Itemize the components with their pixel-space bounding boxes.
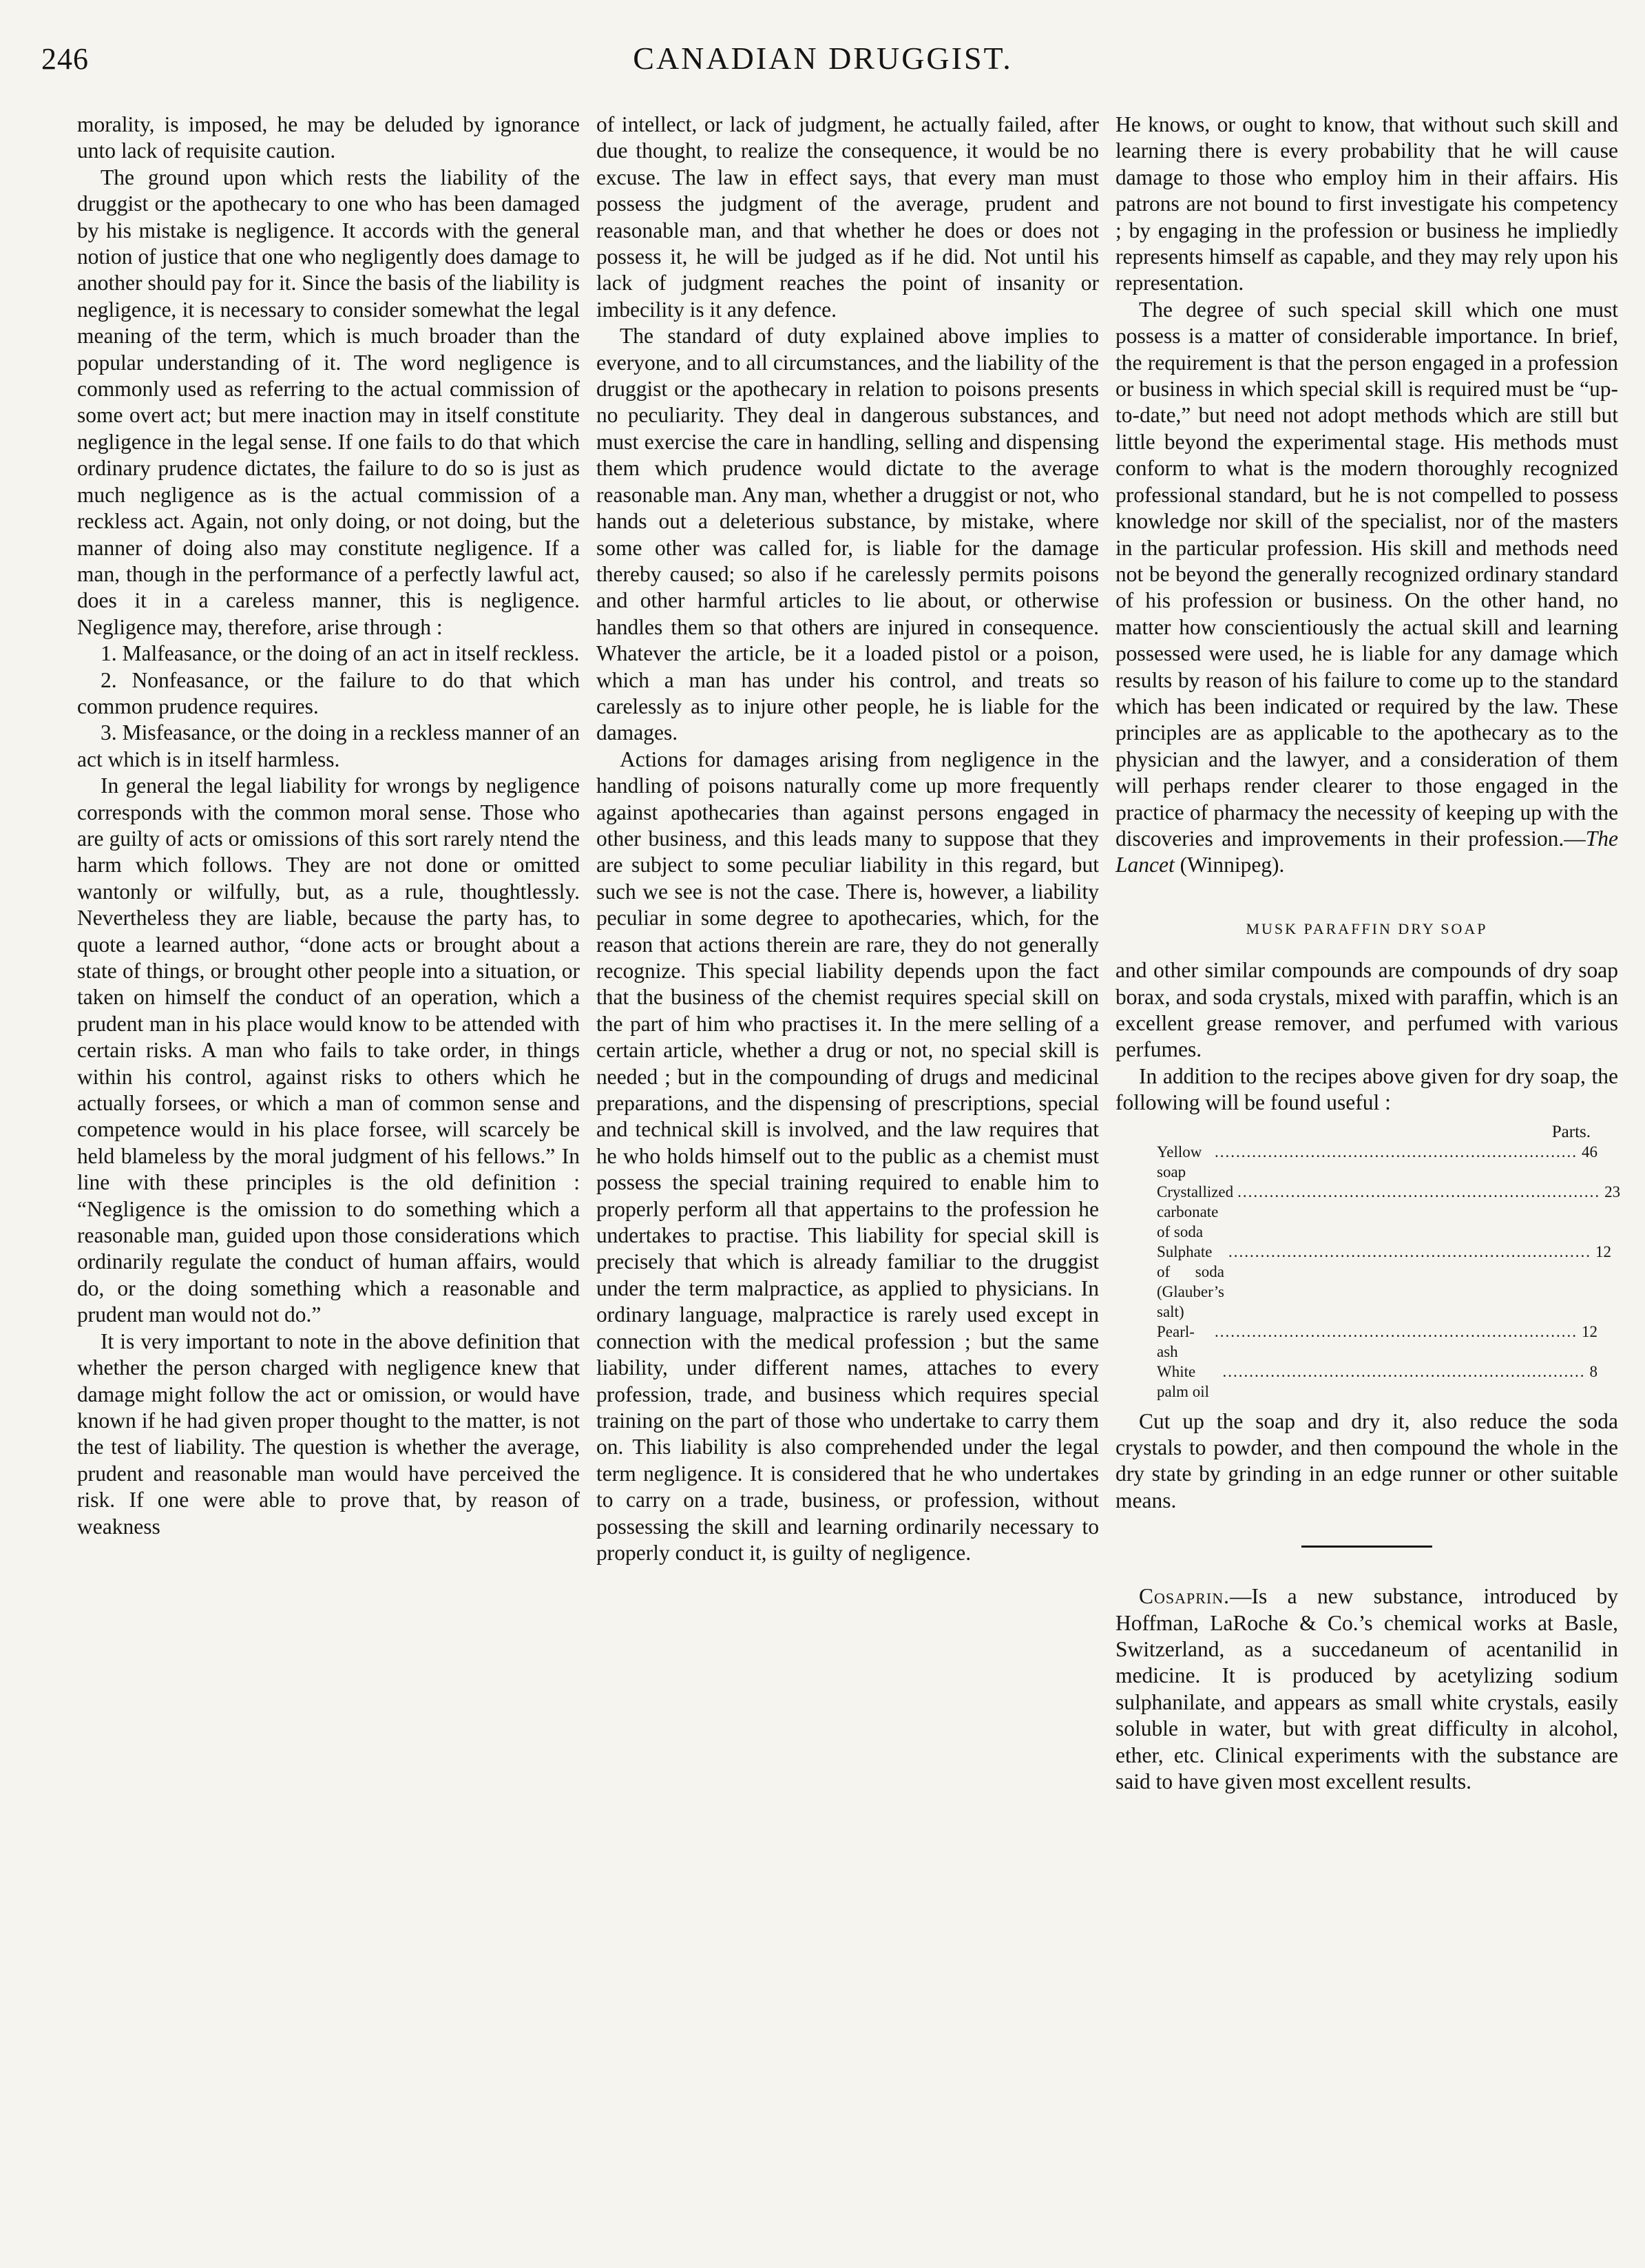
table-row bbox=[1157, 1142, 1597, 1182]
page-number: 246 bbox=[41, 42, 89, 76]
list-item: 2. Nonfeasance, or the failure to do that which common prudence requires. bbox=[77, 667, 580, 718]
paragraph: The standard of duty explained above implies to everyone, and to all circumstances, and the liability of the druggist or the apothecary in relation to poisons presents no peculiarity. They deal in dangerous substances, and must exercise the care in handling, selling and dispensing them which prudence would dictate to the average reasonable man. Any man, whether a druggist or not, who hands out a deleterious substance, by mistake, where some other was called for, is liable for the damage thereby caused; so also if he carelessly permits poisons and other harmful articles to lie about, or otherwise handles them so that others are injured in consequence. Whatever the article, be it a loaded pistol or a poison, which a man has under his control, and treats so carelessly as to injure other people, he is liable for the damages. bbox=[596, 324, 1099, 745]
paragraph bbox=[1115, 297, 1618, 879]
list-item: 3. Misfeasance, or the doing in a reckless manner of an act which is in itself harmless. bbox=[77, 720, 580, 771]
section-heading: MUSK PARAFFIN DRY SOAP bbox=[1246, 919, 1488, 937]
recipe-header: Parts. bbox=[1551, 1122, 1591, 1141]
page-header bbox=[41, 36, 1604, 98]
paragraph-text: —Is a new substance, introduced by Hoffman, LaRoche & Co.’s chemical works at Basle, Switzerland, as a succedaneum of acentanilid in medicine. It is produced by acetylizing sodium sulphanilate, and appears as small white crystals, easily soluble in water, but with great difficulty in alcohol, ether, etc. Clinical experiments with the substance are said to have given most excellent results. bbox=[1115, 1584, 1618, 1794]
column-1 bbox=[77, 112, 580, 1540]
paragraph: of intellect, or lack of judgment, he actually failed, after due thought, to realize the consequence, it would be no excuse. The law in effect says, that every man must possess the judgment of the average, prudent and reasonable man, and that whether he does or does not possess it, he will be judged as if he did. Not until his lack of judgment reaches the point of insanity or imbecility is it any defence. bbox=[596, 112, 1099, 322]
leader-dots: .................................................................... bbox=[1215, 1322, 1578, 1340]
ingredient-parts: 12 bbox=[1595, 1242, 1611, 1260]
leader-dots: .................................................................... bbox=[1237, 1183, 1601, 1200]
column-2 bbox=[596, 112, 1099, 1566]
leader-dots: .................................................................... bbox=[1222, 1362, 1586, 1380]
ingredient-parts: 8 bbox=[1589, 1362, 1597, 1380]
ingredient-parts: 23 bbox=[1604, 1183, 1621, 1200]
table-row bbox=[1157, 1362, 1597, 1402]
leader-dots: .................................................................... bbox=[1215, 1143, 1578, 1161]
table-row bbox=[1157, 1242, 1611, 1322]
ingredient-name: Pearl-ash bbox=[1157, 1322, 1195, 1360]
ingredient-name: Yellow soap bbox=[1157, 1143, 1202, 1180]
source-place: (Winnipeg). bbox=[1174, 853, 1285, 877]
paragraph: The ground upon which rests the liability of the druggist or the apothecary to one who has been damaged by his mistake is negligence. It accords with the general notion of justice that one who negligently does damage to another should pay for it. Since the basis of the liability is negligence, it is necessary to consider somewhat the legal meaning of the term, which is much broader than the popular understanding of it. The word negligence is commonly used as referring to the actual commission of some overt act; but mere inaction may in itself constitute negligence in the legal sense. If one fails to do that which ordinary prudence dictates, the failure to do so is just as much negligence as is the actual commission of a reckless act. Again, not only doing, or not doing, but the manner of doing also may constitute negligence. If a man, though in the performance of a perfectly lawful act, does it in a careless manner, this is negligence. Negligence may, therefore, arise through : bbox=[77, 165, 580, 639]
table-row bbox=[1157, 1322, 1597, 1362]
ingredient-name: White palm oil bbox=[1157, 1362, 1210, 1400]
paragraph: It is very important to note in the above definition that whether the person charged with negligence knew that damage might follow the act or omission, or would have known if he had given proper thought to the matter, is not the test of liability. The question is whether the average, prudent and reasonable man would have perceived the risk. If one were able to prove that, by reason of weakness bbox=[77, 1329, 580, 1539]
recipe-table bbox=[1157, 1122, 1621, 1402]
paragraph: Actions for damages arising from negligence in the handling of poisons naturally come up more frequently against apothecaries than against persons engaged in other business, and this leads many to suppose that they are subject to some peculiar liability in this regard, but such we see is not the case. There is, however, a liability peculiar in some degree to apothecaries, which, for the reason that actions therein are rare, they do not generally recognize. This special liability depends upon the fact that the business of the chemist requires special skill on the part of him who practises it. In the mere selling of a certain article, whether a drug or not, no special skill is needed ; but in the compounding of drugs and medicinal preparations, and the dispensing of prescriptions, special and technical skill is involved, and the law requires that he who holds himself out to the public as a chemist must possess the special training required to enable him to properly perform all that appertains to the profession he undertakes to practise. This liability for special skill is precisely that which is already familiar to the druggist under the term malpractice, as applied to physicians. In ordinary language, malpractice is rarely used except in connection with the medical profession ; but the same liability, under different names, attaches to every profession, trade, and business which requires special training on the part of those who undertake to carry them on. This liability is also comprehended under the legal term negligence. It is considered that he who undertakes to carry on a trade, business, or profession, without possessing the skill and learning ordinarily necessary to properly conduct it, is guilty of negligence. bbox=[596, 747, 1099, 1565]
list-item: 1. Malfeasance, or the doing of an act in itself reckless. bbox=[101, 641, 580, 666]
column-3 bbox=[1115, 112, 1621, 1796]
paragraph bbox=[1115, 1583, 1618, 1795]
table-row bbox=[1157, 1182, 1621, 1242]
section-divider bbox=[1301, 1546, 1432, 1548]
ingredient-parts: 12 bbox=[1582, 1322, 1597, 1340]
paragraph: In addition to the recipes above given for dry soap, the following will be found useful : bbox=[1115, 1063, 1618, 1115]
paragraph: and other similar compounds are compounds of dry soap borax, and soda crystals, mixed with paraffin, which is an excellent grease remover, and perfumed with various perfumes. bbox=[1115, 958, 1618, 1062]
paragraph: morality, is imposed, he may be deluded by ignorance unto lack of requisite caution. bbox=[77, 112, 580, 163]
leader-dots: .................................................................... bbox=[1228, 1242, 1591, 1260]
ingredient-name: Sulphate of soda (Glauber’s salt) bbox=[1157, 1242, 1224, 1320]
paragraph: Cut up the soap and dry it, also reduce the soda crystals to powder, and then compound the whole in the dry state by grinding in an edge runner or other suitable means. bbox=[1115, 1408, 1618, 1512]
source-title: The Lancet bbox=[1115, 826, 1618, 877]
paragraph-text: The degree of such special skill which one must possess is a matter of considerable importance. In brief, the requirement is that the person engaged in a profession or business in which special skill is required must be “up-to-date,” but need not adopt methods which are still but little beyond the experimental stage. His methods must conform to what is the modern thoroughly recognized professional standard, but he is not compelled to possess knowledge nor skill of the specialist, nor of the masters in the particular profession. His skill and methods need not be beyond the generally recognized ordinary standard of his profession or business. On the other hand, no matter how conscientiously the actual skill and learning possessed were used, he is liable for any damage which results by reason of his failure to come up to the standard which has been indicated or required by the law. These principles are as applicable to the apothecary as to the physician and the lawyer, and a consideration of them will perhaps render clearer to those engaged in the practice of pharmacy the necessity of keeping up with the discoveries and improvements in their profession.— bbox=[1115, 297, 1618, 851]
article-title: Cosaprin. bbox=[1139, 1584, 1230, 1609]
paragraph: He knows, or ought to know, that without such skill and learning there is every probability that he will cause damage to those who employ him in their affairs. His patrons are not bound to first investigate his competency ; by engaging in the profession or business he impliedly represents himself as capable, and they may rely upon his representation. bbox=[1115, 112, 1618, 295]
ingredient-name: Crystallized carbonate of soda bbox=[1157, 1183, 1234, 1240]
ingredient-parts: 46 bbox=[1582, 1143, 1597, 1161]
paragraph: In general the legal liability for wrongs by negligence corresponds with the common moral sense. Those who are guilty of acts or omissions of this sort rarely ntend the harm which follows. They are not done or omitted wantonly or wilfully, but, as a rule, thoughtlessly. Nevertheless they are liable, because the party has, to quote a learned author, “done acts or brought about a state of things, or brought other people into a situation, or taken on himself the conduct of an operation, which a prudent man in his place would know to be attended with certain risks. A man who fails to take order, in things within his control, against risks to others which he actually forsees, or which a man of common sense and competence would in his place forsee, will scarcely be held blameless by the moral judgment of his fellows.” In line with these principles is the old definition : “Negligence is the omission to do something which a reasonable man, guided upon those considerations which ordinarily regulate the conduct of human affairs, would do, or the doing something which a reasonable and prudent man would not do.” bbox=[77, 773, 580, 1327]
running-head: CANADIAN DRUGGIST. bbox=[633, 41, 1013, 76]
